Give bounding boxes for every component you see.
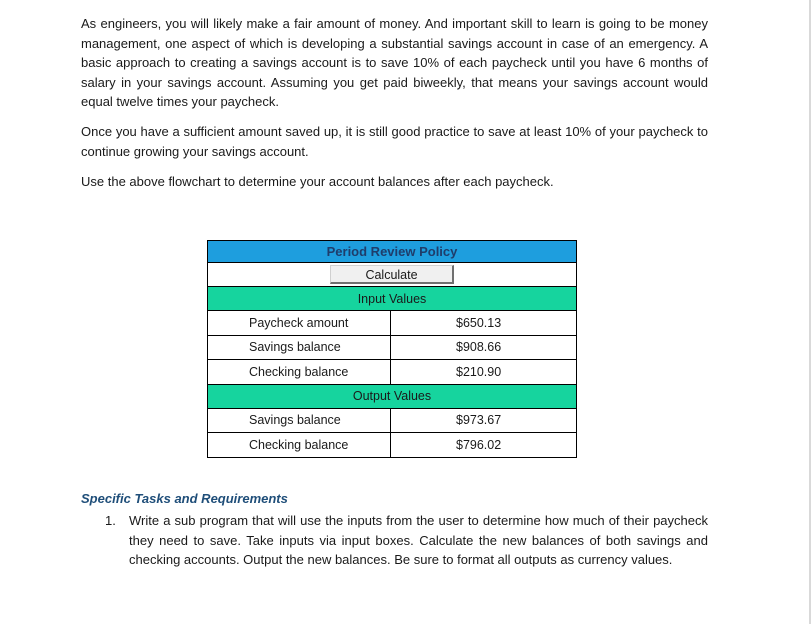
input-values-header: Input Values bbox=[208, 287, 577, 311]
output-values-header: Output Values bbox=[208, 384, 577, 408]
task-item bbox=[81, 511, 708, 570]
input-row-savings bbox=[208, 335, 577, 360]
intro-paragraph: As engineers, you will likely make a fair amount of money. And important skill to learn is going to be money management, one aspect of which is developing a substantial savings account in case of an emergency. A basic approach to creating a savings account is to save 10% of each paycheck until you have 6 months of salary in your savings account. Assuming you get paid biweekly, that means your savings account would equal twelve times your paycheck. bbox=[81, 16, 708, 109]
period-review-spreadsheet bbox=[207, 240, 577, 458]
input-savings-balance-value[interactable]: $908.66 bbox=[391, 335, 577, 360]
output-values-header-row bbox=[208, 384, 577, 408]
output-row-savings bbox=[208, 408, 577, 433]
output-savings-balance-value[interactable]: $973.67 bbox=[391, 408, 577, 433]
input-checking-balance-value[interactable]: $210.90 bbox=[391, 360, 577, 385]
sheet-title-row bbox=[208, 241, 577, 263]
calculate-row bbox=[208, 263, 577, 287]
tasks-heading: Specific Tasks and Requirements bbox=[81, 491, 288, 506]
instruction-paragraph: Use the above flowchart to determine your account balances after each paycheck. bbox=[81, 174, 554, 189]
input-row-checking bbox=[208, 360, 577, 385]
input-checking-balance-label: Checking balance bbox=[208, 360, 391, 385]
sheet-title: Period Review Policy bbox=[208, 241, 577, 263]
input-row-paycheck bbox=[208, 311, 577, 336]
tasks-list bbox=[81, 511, 708, 570]
input-savings-balance-label: Savings balance bbox=[208, 335, 391, 360]
output-row-checking bbox=[208, 433, 577, 458]
output-checking-balance-value[interactable]: $796.02 bbox=[391, 433, 577, 458]
paycheck-amount-label: Paycheck amount bbox=[208, 311, 391, 336]
input-values-header-row bbox=[208, 287, 577, 311]
task-number: 1. bbox=[105, 513, 116, 528]
output-savings-balance-label: Savings balance bbox=[208, 408, 391, 433]
task-text: Write a sub program that will use the inputs from the user to determine how much of their paycheck they need to save. Take inputs via input boxes. Calculate the new balances of both savings and checking accounts. Output the new balances. Be sure to format all outputs as currency values. bbox=[129, 513, 708, 567]
output-checking-balance-label: Checking balance bbox=[208, 433, 391, 458]
calculate-button[interactable]: Calculate bbox=[330, 265, 454, 284]
savings-practice-paragraph: Once you have a sufficient amount saved up, it is still good practice to save at least 10% of your paycheck to continue growing your savings account. bbox=[81, 124, 708, 159]
paycheck-amount-value[interactable]: $650.13 bbox=[391, 311, 577, 336]
